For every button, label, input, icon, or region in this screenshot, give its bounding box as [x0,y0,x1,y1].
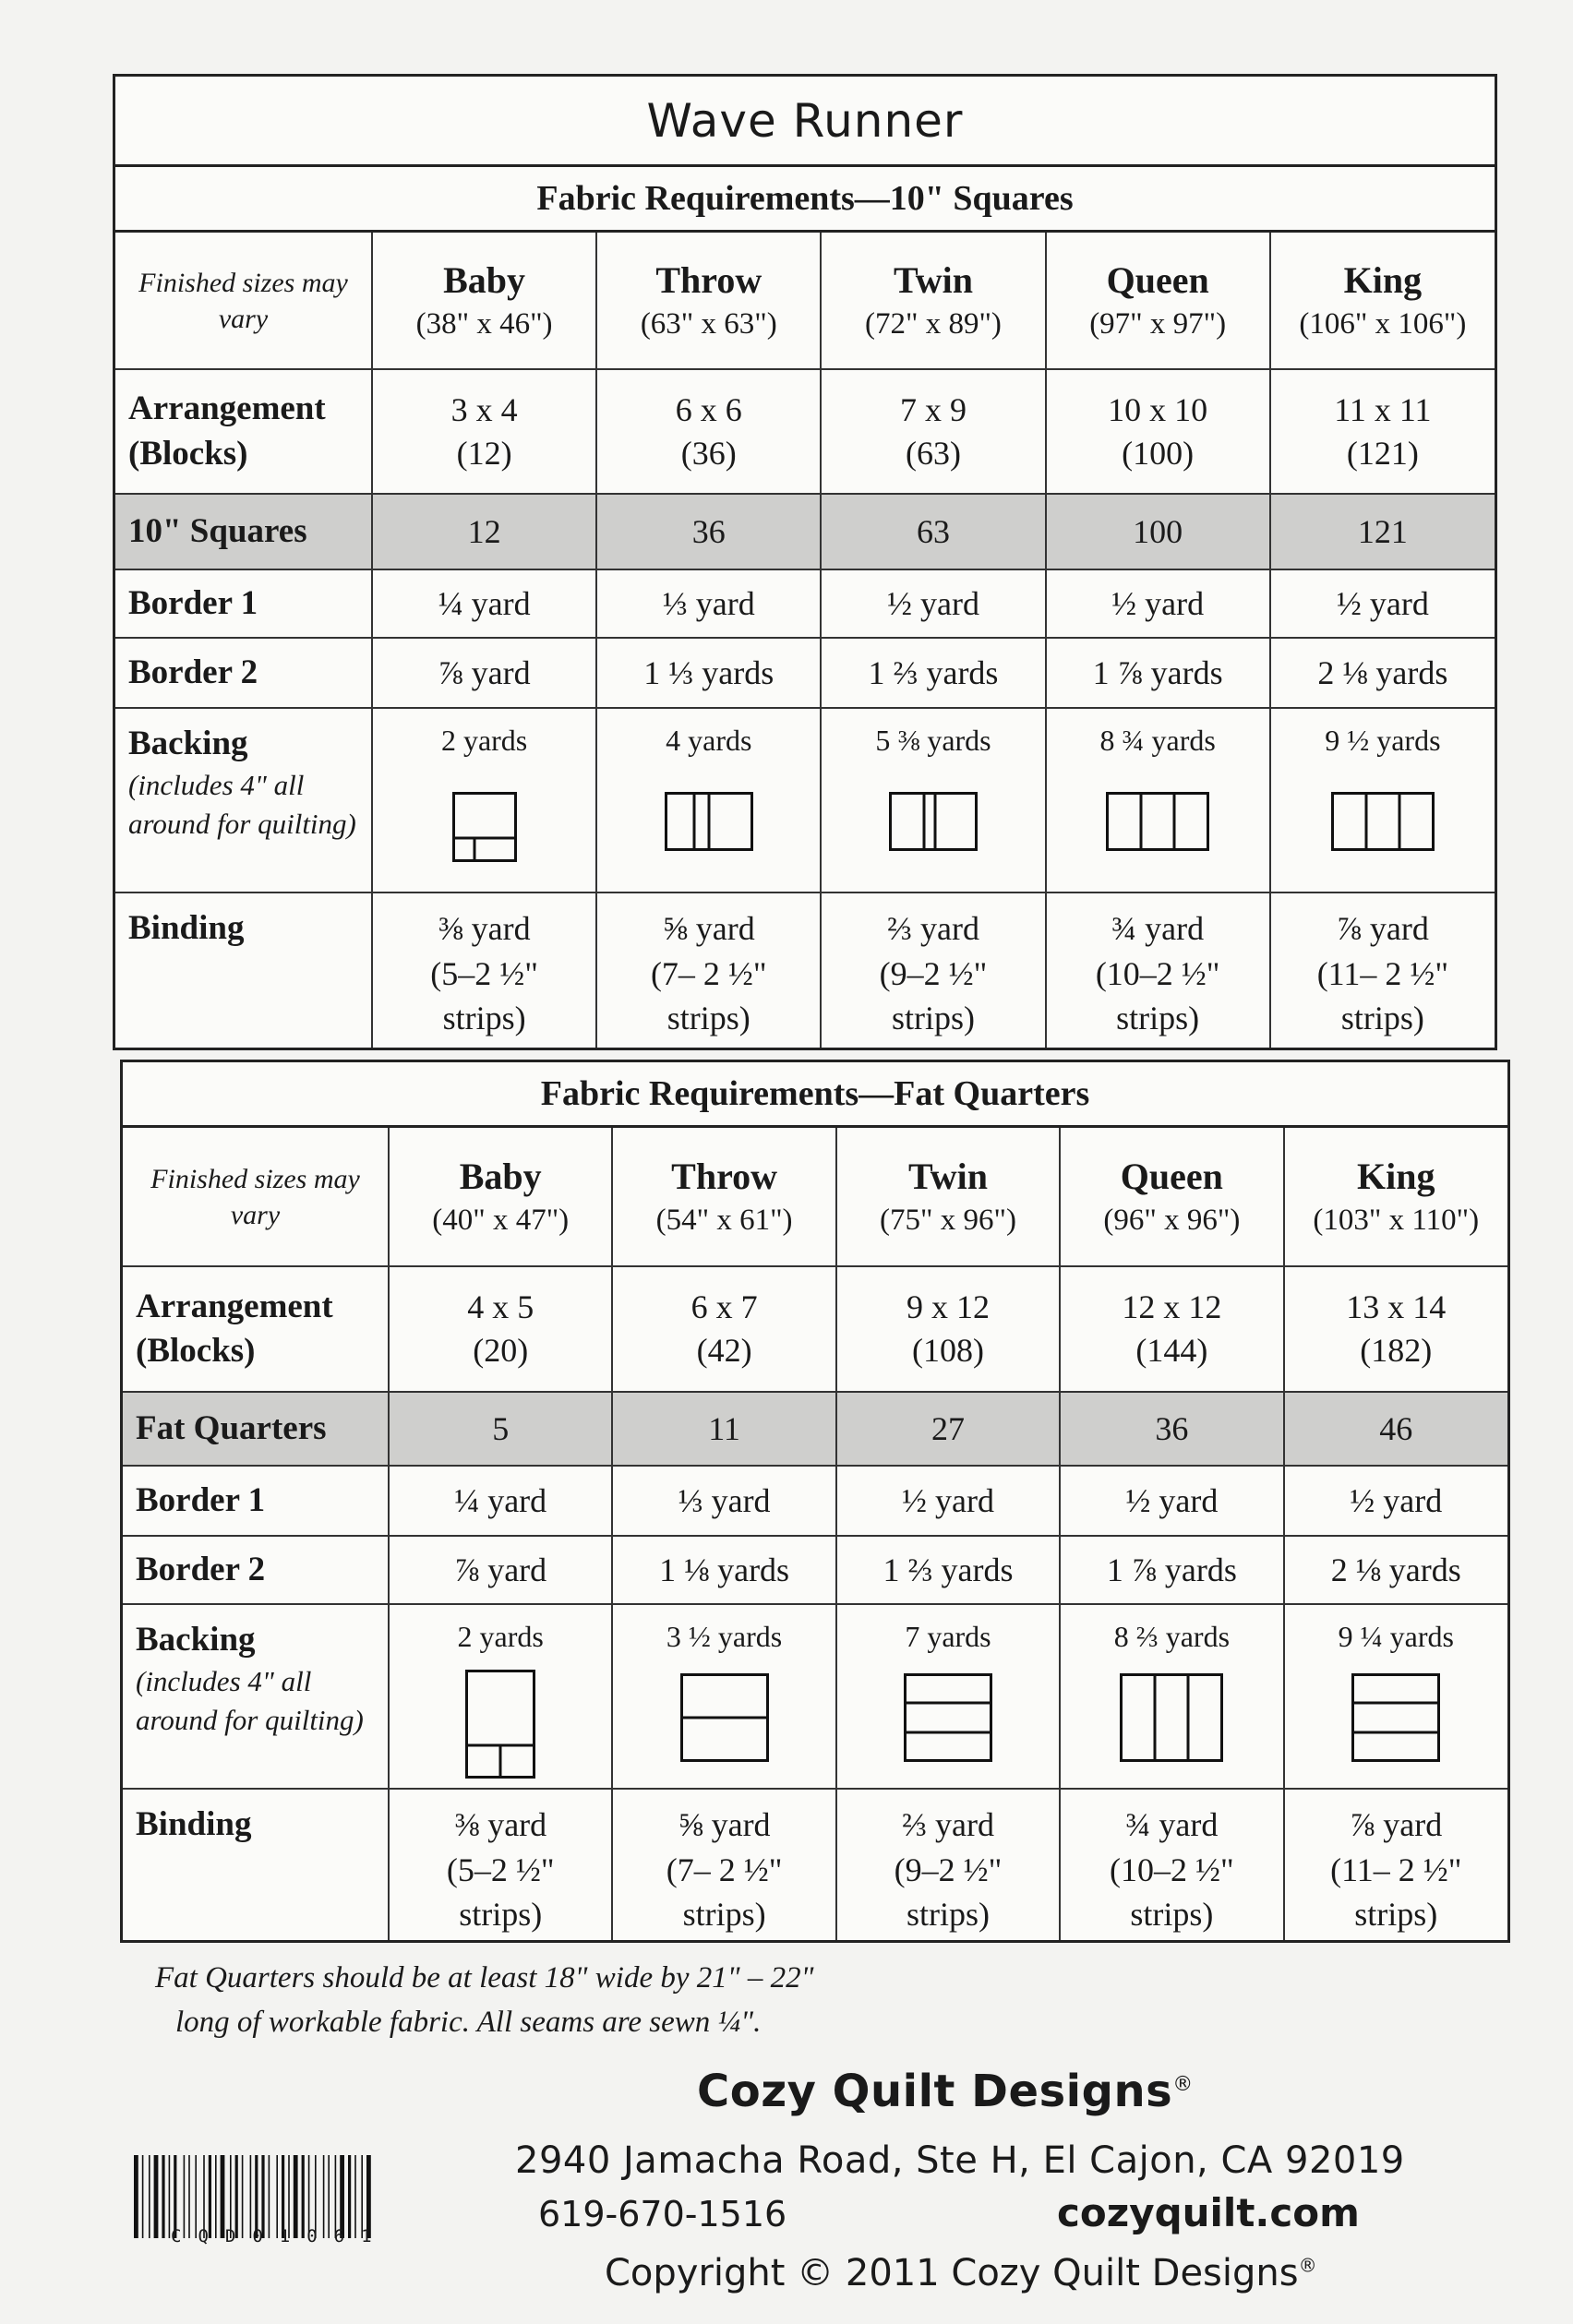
units-cell: 100 [1046,494,1270,569]
backing-two-horizontal-icon [680,1673,769,1762]
row-label: Arrangement (Blocks) [123,1266,389,1392]
border2-cell: 2 ⅛ yards [1270,638,1495,708]
arrangement-row [115,369,1495,494]
requirements-table [115,233,1495,1048]
size-cell: Baby (40" x 47") [389,1128,612,1266]
backing-three-vertical-icon [1120,1673,1223,1762]
backing-cell: 2 yards [372,708,596,892]
company-website: cozyquilt.com [1057,2190,1360,2235]
backing-cell: 9 ½ yards [1270,708,1495,892]
binding-cell: ⅞ yard (11– 2 ½" strips) [1316,910,1449,1037]
backing-tall-split-bottom-icon [465,1670,535,1779]
row-label: Border 1 [123,1466,389,1536]
binding-cell: ⅜ yard (5–2 ½" strips) [372,892,596,1048]
units-cell: 36 [1060,1392,1283,1466]
border1-cell: ¼ yard [372,569,596,638]
arrangement-cell: 4 x 5 (20) [389,1266,612,1392]
fabric-table-fat-quarters [120,1060,1510,1943]
size-cell: Queen (96" x 96") [1060,1128,1283,1266]
binding-cell: ⅔ yard (9–2 ½" strips) [821,892,1045,1048]
finished-sizes-note: Finished sizes may vary [123,1128,389,1266]
barcode-number: CQD01061 [171,2226,389,2246]
border1-cell: ½ yard [1046,569,1270,638]
units-cell: 36 [596,494,821,569]
units-cell: 12 [372,494,596,569]
border1-row [123,1466,1507,1536]
binding-row [123,1789,1507,1940]
backing-row [115,708,1495,892]
backing-three-horizontal-icon [1351,1673,1440,1762]
size-cell: Twin (72" x 89") [821,233,1045,369]
backing-three-vertical-icon [1106,792,1209,851]
arrangement-cell: 9 x 12 (108) [836,1266,1060,1392]
backing-two-vertical-icon [889,792,978,851]
arrangement-cell: 12 x 12 (144) [1060,1266,1283,1392]
border2-cell: 1 ⅓ yards [596,638,821,708]
binding-cell: ⅝ yard (7– 2 ½" strips) [596,892,821,1048]
company-address: 2940 Jamacha Road, Ste H, El Cajon, CA 92019 [515,2139,1405,2182]
border2-row [123,1536,1507,1604]
row-label: 10" Squares [115,494,372,569]
binding-cell: ⅞ yard (11– 2 ½" strips) [1330,1806,1462,1934]
row-label: Border 2 [123,1536,389,1604]
backing-cell: 4 yards [596,708,821,892]
row-label: Backing (includes 4" all around for quilting) [115,708,372,892]
border1-cell: ½ yard [1284,1466,1507,1536]
border2-cell: ⅞ yard [372,638,596,708]
size-cell: Baby (38" x 46") [372,233,596,369]
units-cell: 46 [1284,1392,1507,1466]
binding-cell: ¾ yard (10–2 ½" strips) [1060,1789,1283,1940]
backing-cell: 3 ½ yards [612,1604,835,1789]
border1-cell: ¼ yard [389,1466,612,1536]
binding-cell: ⅔ yard (9–2 ½" strips) [836,1789,1060,1940]
border2-cell: 1 ⅞ yards [1060,1536,1283,1604]
border2-row [115,638,1495,708]
backing-cell: 5 ⅜ yards [821,708,1045,892]
backing-two-vertical-icon [665,792,753,851]
backing-two-horizontal-icon [452,792,517,862]
units-cell: 121 [1270,494,1495,569]
row-label: Arrangement (Blocks) [115,369,372,494]
border2-cell: ⅞ yard [389,1536,612,1604]
border2-cell: 1 ⅔ yards [836,1536,1060,1604]
border2-cell: 1 ⅛ yards [612,1536,835,1604]
border2-cell: 1 ⅔ yards [821,638,1045,708]
size-cell: Throw (54" x 61") [612,1128,835,1266]
backing-cell: 8 ⅔ yards [1060,1604,1283,1789]
row-label: Fat Quarters [123,1392,389,1466]
pattern-title: Wave Runner [115,77,1495,167]
finished-sizes-note: Finished sizes may vary [115,233,372,369]
size-cell: Twin (75" x 96") [836,1128,1060,1266]
arrangement-cell: 6 x 7 (42) [612,1266,835,1392]
backing-three-vertical-icon [1331,792,1435,851]
arrangement-cell: 3 x 4 (12) [372,369,596,494]
company-phone: 619-670-1516 [538,2194,787,2234]
size-cell: King (103" x 110") [1284,1128,1507,1266]
units-cell: 27 [836,1392,1060,1466]
border1-cell: ½ yard [821,569,1045,638]
border1-cell: ⅓ yard [596,569,821,638]
arrangement-cell: 7 x 9 (63) [821,369,1045,494]
sizes-row [123,1128,1507,1266]
border2-cell: 2 ⅛ yards [1284,1536,1507,1604]
backing-three-horizontal-icon [904,1673,992,1762]
arrangement-cell: 13 x 14 (182) [1284,1266,1507,1392]
backing-cell: 7 yards [836,1604,1060,1789]
size-cell: King (106" x 106") [1270,233,1495,369]
row-label: Backing (includes 4" all around for quilting) [123,1604,389,1789]
size-cell: Queen (97" x 97") [1046,233,1270,369]
border1-cell: ½ yard [1270,569,1495,638]
binding-cell: ⅝ yard (7– 2 ½" strips) [612,1789,835,1940]
section-heading: Fabric Requirements—10" Squares [115,167,1495,233]
units-cell: 11 [612,1392,835,1466]
row-label: Binding [115,892,372,1048]
backing-cell: 9 ¼ yards [1284,1604,1507,1789]
fat-quarter-note: Fat Quarters should be at least 18" wide by 21" – 22" long of workable fabric. All seams are sewn ¼". [155,1961,814,2039]
backing-cell: 2 yards [389,1604,612,1789]
backing-row [123,1604,1507,1789]
row-label: Border 2 [115,638,372,708]
binding-row [115,892,1495,1048]
units-row [115,494,1495,569]
sizes-row [115,233,1495,369]
border1-cell: ⅓ yard [612,1466,835,1536]
units-cell: 63 [821,494,1045,569]
border2-cell: 1 ⅞ yards [1046,638,1270,708]
size-cell: Throw (63" x 63") [596,233,821,369]
border1-row [115,569,1495,638]
backing-cell: 8 ¾ yards [1046,708,1270,892]
binding-cell: ¾ yard (10–2 ½" strips) [1046,892,1270,1048]
requirements-table [123,1128,1507,1940]
row-label: Binding [123,1789,389,1940]
arrangement-row [123,1266,1507,1392]
arrangement-cell: 6 x 6 (36) [596,369,821,494]
binding-cell: ⅜ yard (5–2 ½" strips) [389,1789,612,1940]
arrangement-cell: 11 x 11 (121) [1270,369,1495,494]
units-row [123,1392,1507,1466]
brand-name: Cozy Quilt Designs® [697,2066,1194,2117]
border1-cell: ½ yard [836,1466,1060,1536]
fabric-table-squares [113,74,1497,1050]
section-heading: Fabric Requirements—Fat Quarters [123,1062,1507,1128]
border1-cell: ½ yard [1060,1466,1283,1536]
copyright-line: Copyright © 2011 Cozy Quilt Designs® [605,2252,1317,2294]
arrangement-cell: 10 x 10 (100) [1046,369,1270,494]
row-label: Border 1 [115,569,372,638]
units-cell: 5 [389,1392,612,1466]
